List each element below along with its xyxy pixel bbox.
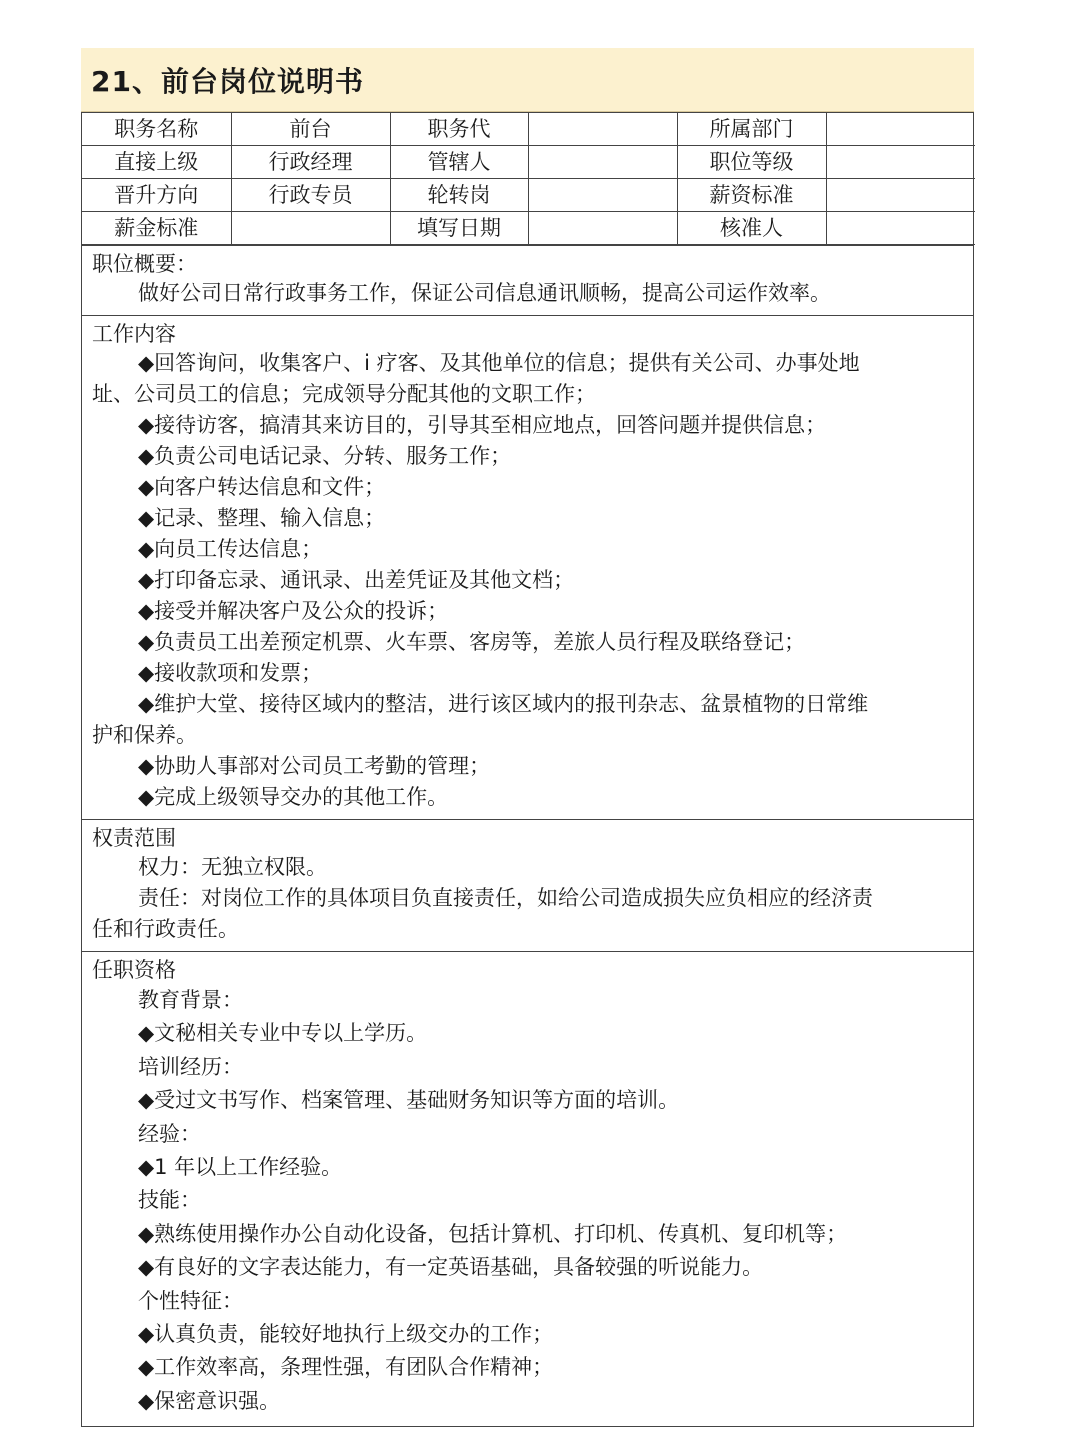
section-qualifications — [82, 951, 973, 1426]
info-value-cell — [528, 113, 677, 146]
job-description-document — [81, 48, 974, 1427]
qualification-subheading: 培训经历： — [138, 1054, 243, 1079]
info-label-cell: 直接上级 — [82, 146, 231, 179]
section-heading: 工作内容 — [92, 322, 176, 346]
duty-item: ◆协助人事部对公司员工考勤的管理； — [138, 754, 491, 778]
info-value-cell — [826, 113, 975, 146]
info-row — [82, 212, 975, 245]
section-heading: 任职资格 — [92, 958, 176, 982]
info-value-cell — [528, 179, 677, 212]
info-table — [82, 113, 975, 245]
info-value-cell — [826, 146, 975, 179]
info-row — [82, 146, 975, 179]
authority-responsibility: 责任：对岗位工作的具体项目负直接责任，如给公司造成损失应负相应的经济责 — [138, 886, 873, 910]
duty-item: ◆接待访客，搞清其来访目的，引导其至相应地点，回答问题并提供信息； — [138, 413, 827, 437]
duty-item: ◆记录、整理、输入信息； — [138, 506, 386, 530]
qualification-item: ◆有良好的文字表达能力，有一定英语基础，具备较强的听说能力。 — [138, 1255, 764, 1280]
section-duties — [82, 315, 973, 819]
authority-power: 权力：无独立权限。 — [138, 855, 327, 879]
info-label-cell: 职位等级 — [677, 146, 826, 179]
info-value-cell — [231, 212, 390, 245]
qualification-subheading: 教育背景： — [138, 988, 243, 1012]
document-frame — [81, 112, 974, 1427]
duty-item: ◆维护大堂、接待区域内的整洁，进行该区域内的报刊杂志、盆景植物的日常维 — [138, 692, 869, 716]
info-label-cell: 薪金标准 — [82, 212, 231, 245]
info-value-cell — [528, 146, 677, 179]
qualification-item: ◆保密意识强。 — [138, 1388, 281, 1413]
info-value-cell — [826, 179, 975, 212]
section-overview — [82, 245, 973, 315]
duty-item: ◆完成上级领导交办的其他工作。 — [138, 785, 449, 809]
info-label-cell: 管辖人 — [390, 146, 528, 179]
info-label-cell: 填写日期 — [390, 212, 528, 245]
duty-item: ◆打印备忘录、通讯录、出差凭证及其他文档； — [138, 568, 575, 592]
document-title: 21、前台岗位说明书 — [91, 64, 364, 98]
info-label-cell: 职务名称 — [82, 113, 231, 146]
info-row — [82, 179, 975, 212]
duty-item: ◆接收款项和发票； — [138, 661, 323, 685]
info-row — [82, 113, 975, 146]
section-heading: 职位概要： — [92, 252, 197, 276]
qualification-item: ◆受过文书写作、档案管理、基础财务知识等方面的培训。 — [138, 1088, 680, 1113]
info-value-cell: 前台 — [231, 113, 390, 146]
qualification-subheading: 个性特征： — [138, 1288, 243, 1313]
info-label-cell: 职务代 — [390, 113, 528, 146]
qualification-subheading: 技能： — [138, 1188, 201, 1213]
duty-item: ◆负责公司电话记录、分转、服务工作； — [138, 444, 512, 468]
authority-responsibility-cont: 任和行政责任。 — [92, 917, 239, 941]
info-value-cell — [528, 212, 677, 245]
duty-item-continuation: 护和保养。 — [92, 723, 197, 747]
info-label-cell: 晋升方向 — [82, 179, 231, 212]
info-value-cell — [826, 212, 975, 245]
title-bar — [81, 48, 974, 112]
duty-item-continuation: 址、公司员工的信息；完成领导分配其他的文职工作； — [92, 382, 596, 406]
qualification-item: ◆认真负责，能较好地执行上级交办的工作； — [138, 1322, 554, 1347]
qualification-item: ◆熟练使用操作办公自动化设备，包括计算机、打印机、传真机、复印机等； — [138, 1221, 848, 1246]
duty-item: ◆负责员工出差预定机票、火车票、客房等，差旅人员行程及联络登记； — [138, 630, 806, 654]
info-label-cell: 所属部门 — [677, 113, 826, 146]
section-heading: 权责范围 — [92, 826, 176, 850]
duty-item: ◆向员工传达信息； — [138, 537, 323, 561]
info-label-cell: 轮转岗 — [390, 179, 528, 212]
duty-item: ◆回答询问，收集客户、i 疗客、及其他单位的信息；提供有关公司、办事处地 — [138, 351, 860, 375]
duty-item: ◆接受并解决客户及公众的投诉； — [138, 599, 449, 623]
info-value-cell: 行政经理 — [231, 146, 390, 179]
qualification-item: ◆1 年以上工作经验。 — [138, 1155, 343, 1180]
info-label-cell: 薪资标准 — [677, 179, 826, 212]
qualifications-list — [92, 984, 963, 1418]
qualification-item: ◆文秘相关专业中专以上学历。 — [138, 1021, 428, 1046]
info-value-cell: 行政专员 — [231, 179, 390, 212]
qualification-item: ◆工作效率高，条理性强，有团队合作精神； — [138, 1355, 554, 1380]
duty-item: ◆向客户转达信息和文件； — [138, 475, 386, 499]
overview-text: 做好公司日常行政事务工作，保证公司信息通讯顺畅，提高公司运作效率。 — [138, 281, 831, 305]
info-label-cell: 核准人 — [677, 212, 826, 245]
qualification-subheading: 经验： — [138, 1121, 201, 1146]
duties-list — [92, 348, 963, 813]
section-authority — [82, 819, 973, 951]
